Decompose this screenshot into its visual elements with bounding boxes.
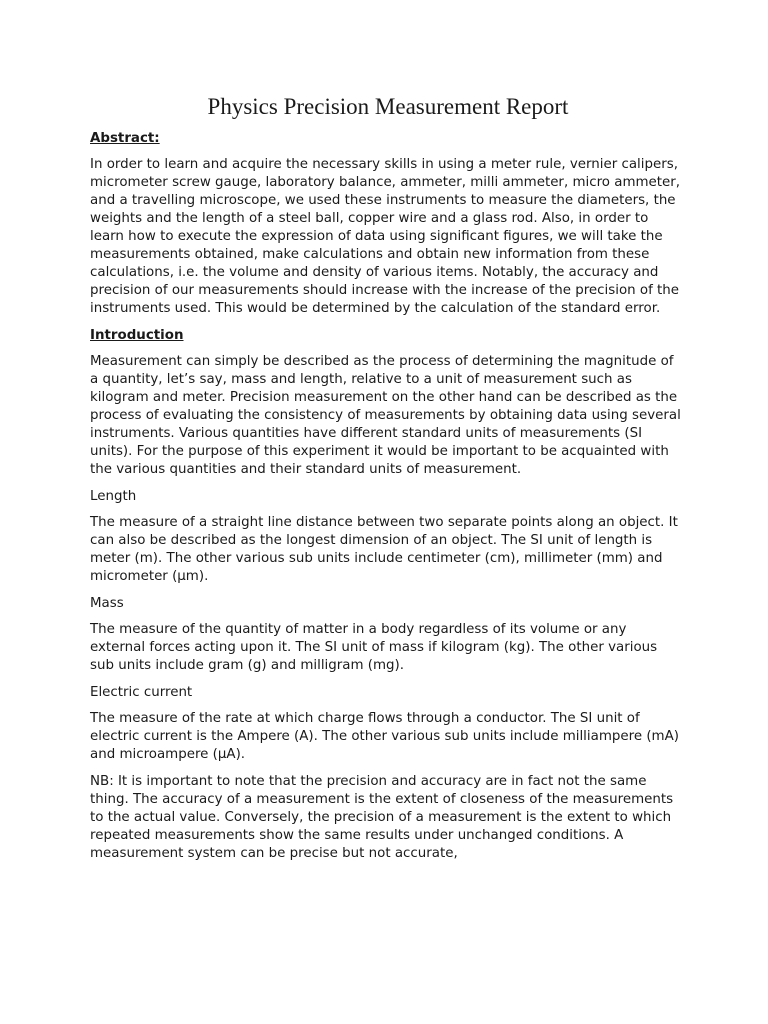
introduction-paragraph: Measurement can simply be described as the process of determining the magnitude of a quantity, let’s say, mass and length, relative to a unit of measurement such as kilogram and meter. Precision measurement on the other hand can be described as the process of evaluating the consistency of measurements by obtaining data using several instruments. Various quantities have different standard units of measurements (SI units). For the purpose of this experiment it would be important to be acquainted with the various quantities and their standard units of measurement. bbox=[90, 354, 681, 477]
introduction-heading: Introduction bbox=[90, 328, 184, 343]
mass-subheading: Mass bbox=[90, 596, 124, 611]
length-paragraph: The measure of a straight line distance between two separate points along an object. It can also be described as the longest dimension of an object. The SI unit of length is meter (m). The other various sub units include centimeter (cm), millimeter (mm) and micrometer (μm). bbox=[90, 515, 678, 584]
length-subheading: Length bbox=[90, 489, 137, 504]
document-page bbox=[90, 92, 682, 872]
abstract-heading: Abstract: bbox=[90, 131, 160, 146]
abstract-paragraph: In order to learn and acquire the necessary skills in using a meter rule, vernier calipers, micrometer screw gauge, laboratory balance, ammeter, milli ammeter, micro ammeter, and a travelling microscope, we used these instruments to measure the diameters, the weights and the length of a steel ball, copper wire and a glass rod. Also, in order to learn how to execute the expression of data using significant figures, we will take the measurements obtained, make calculations and obtain new information from these calculations, i.e. the volume and density of various items. Notably, the accuracy and precision of our measurements should increase with the increase of the precision of the instruments used. This would be determined by the calculation of the standard error. bbox=[90, 157, 681, 316]
note-paragraph: NB: It is important to note that the precision and accuracy are in fact not the same thing. The accuracy of a measurement is the extent of closeness of the measurements to the actual value. Conversely, the precision of a measurement is the extent to which repeated measurements show the same results under unchanged conditions. A measurement system can be precise but not accurate, bbox=[90, 774, 674, 861]
electric-current-paragraph: The measure of the rate at which charge flows through a conductor. The SI unit of electric current is the Ampere (A). The other various sub units include milliampere (mA) and microampere (μA). bbox=[90, 711, 679, 762]
document-title: Physics Precision Measurement Report bbox=[207, 94, 569, 119]
mass-paragraph: The measure of the quantity of matter in a body regardless of its volume or any external forces acting upon it. The SI unit of mass if kilogram (kg). The other various sub units include gram (g) and milligram (mg). bbox=[90, 622, 658, 673]
electric-current-subheading: Electric current bbox=[90, 685, 193, 700]
